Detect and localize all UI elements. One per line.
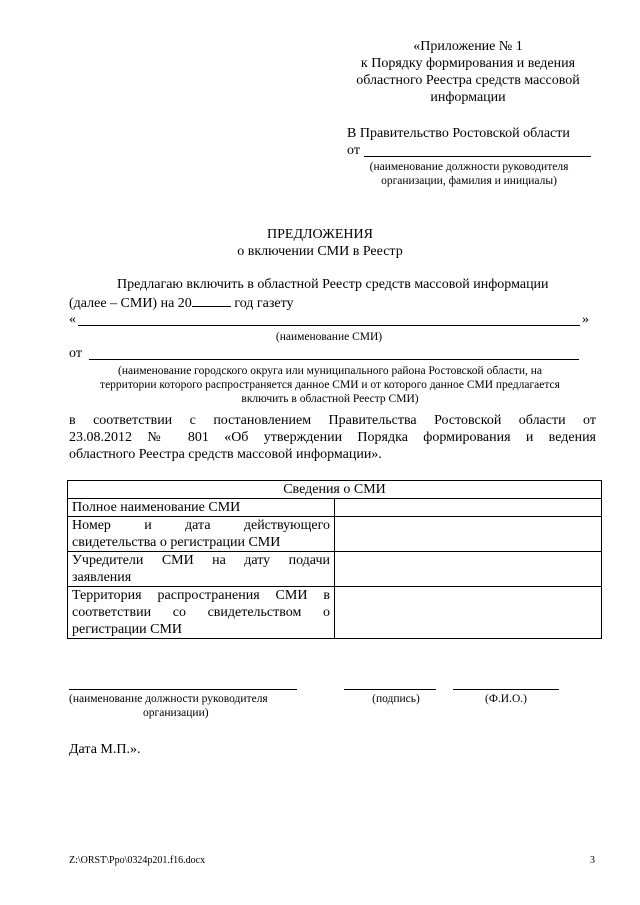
name-hint: (Ф.И.О.)	[485, 693, 527, 705]
para1-line-2-end: год газету	[234, 296, 294, 311]
smi-name-row	[69, 311, 599, 328]
position-hint	[69, 692, 309, 720]
footer-path: Z:\ORST\Ppo\0324p201.f16.docx	[69, 855, 206, 866]
from-row	[347, 142, 607, 159]
row-label-line-1: Номер и дата действующего	[72, 518, 330, 533]
sign-hint: (подпись)	[372, 693, 420, 705]
table-header-row	[68, 481, 602, 499]
row-value[interactable]	[335, 499, 602, 517]
region-row	[69, 345, 589, 362]
title-sub: о включении СМИ в Реестр	[237, 244, 403, 259]
para1-line-2	[69, 293, 589, 312]
para2-line-1: в соответствии с постановлением Правительства Ростовской области от	[69, 413, 596, 428]
para2-line-3: областного Реестра средств массовой информации».	[69, 447, 382, 462]
annex-line-4: информации	[430, 90, 506, 105]
annex-line-2: к Порядку формирования и ведения	[360, 56, 576, 71]
from-prefix: от	[347, 143, 360, 158]
annex-line-1: «Приложение № 1	[413, 39, 523, 54]
region-hint-line-3: включить в областной Реестр СМИ)	[241, 393, 419, 405]
quote-close: »	[582, 312, 589, 327]
from-hint	[352, 160, 586, 188]
quote-open: «	[69, 312, 76, 327]
document-title	[0, 226, 640, 260]
row-label	[68, 517, 335, 552]
table-header: Сведения о СМИ	[68, 481, 602, 499]
table-row	[68, 587, 602, 639]
table-row	[68, 517, 602, 552]
region-from-prefix: от	[69, 346, 82, 361]
smi-name-blank-line	[78, 325, 580, 326]
annex-line-3: областного Реестра средств массовой	[356, 73, 580, 88]
title-main: ПРЕДЛОЖЕНИЯ	[267, 227, 373, 242]
region-hint-line-1: (наименование городского округа или муниципального района Ростовской области, на	[117, 365, 543, 377]
para2	[69, 412, 596, 463]
para1-line-2-start: (далее – СМИ) на 20	[69, 296, 192, 311]
region-hint-line-2: территории которого распространяется данное СМИ и от которого данное СМИ предлагается	[100, 379, 560, 391]
table-row	[68, 552, 602, 587]
position-hint-line-2: организации)	[143, 707, 209, 719]
row-label-line-2: свидетельства о регистрации СМИ	[72, 535, 281, 550]
row-label-line-1: Полное наименование СМИ	[72, 500, 241, 515]
row-label	[68, 552, 335, 587]
smi-info-table	[67, 480, 602, 639]
para2-line-2: 23.08.2012 № 801 «Об утверждении Порядка формирования и ведения	[69, 430, 596, 445]
to-line: В Правительство Ростовской области	[347, 126, 570, 141]
row-label-line-2: заявления	[72, 570, 132, 585]
date-line: Дата М.П.».	[69, 742, 141, 757]
position-blank-line	[69, 689, 297, 690]
row-label	[68, 499, 335, 517]
addressee	[347, 125, 607, 159]
from-hint-line-1: (наименование должности руководителя	[369, 161, 569, 173]
sign-blank-line	[344, 689, 436, 690]
smi-hint: (наименование СМИ)	[275, 331, 383, 343]
para1-line-1: Предлагаю включить в областной Реестр средств массовой информации	[117, 277, 549, 292]
region-hint	[66, 364, 594, 406]
row-value[interactable]	[335, 517, 602, 552]
row-value[interactable]	[335, 587, 602, 639]
year-blank	[192, 293, 231, 307]
position-hint-line-1: (наименование должности руководителя	[69, 693, 268, 705]
row-label-line-1: Учредители СМИ на дату подачи	[72, 553, 330, 568]
region-blank-line	[89, 359, 579, 360]
table-row	[68, 499, 602, 517]
row-label-line-2: соответствии со свидетельством о	[72, 605, 330, 620]
page-number: 3	[590, 855, 595, 866]
row-label	[68, 587, 335, 639]
annex-header	[330, 38, 606, 106]
from-blank-line	[364, 156, 591, 157]
row-label-line-1: Территория распространения СМИ в	[72, 588, 330, 603]
row-label-line-3: регистрации СМИ	[72, 622, 183, 637]
from-hint-line-2: организации, фамилия и инициалы)	[381, 175, 557, 187]
row-value[interactable]	[335, 552, 602, 587]
name-blank-line	[453, 689, 559, 690]
